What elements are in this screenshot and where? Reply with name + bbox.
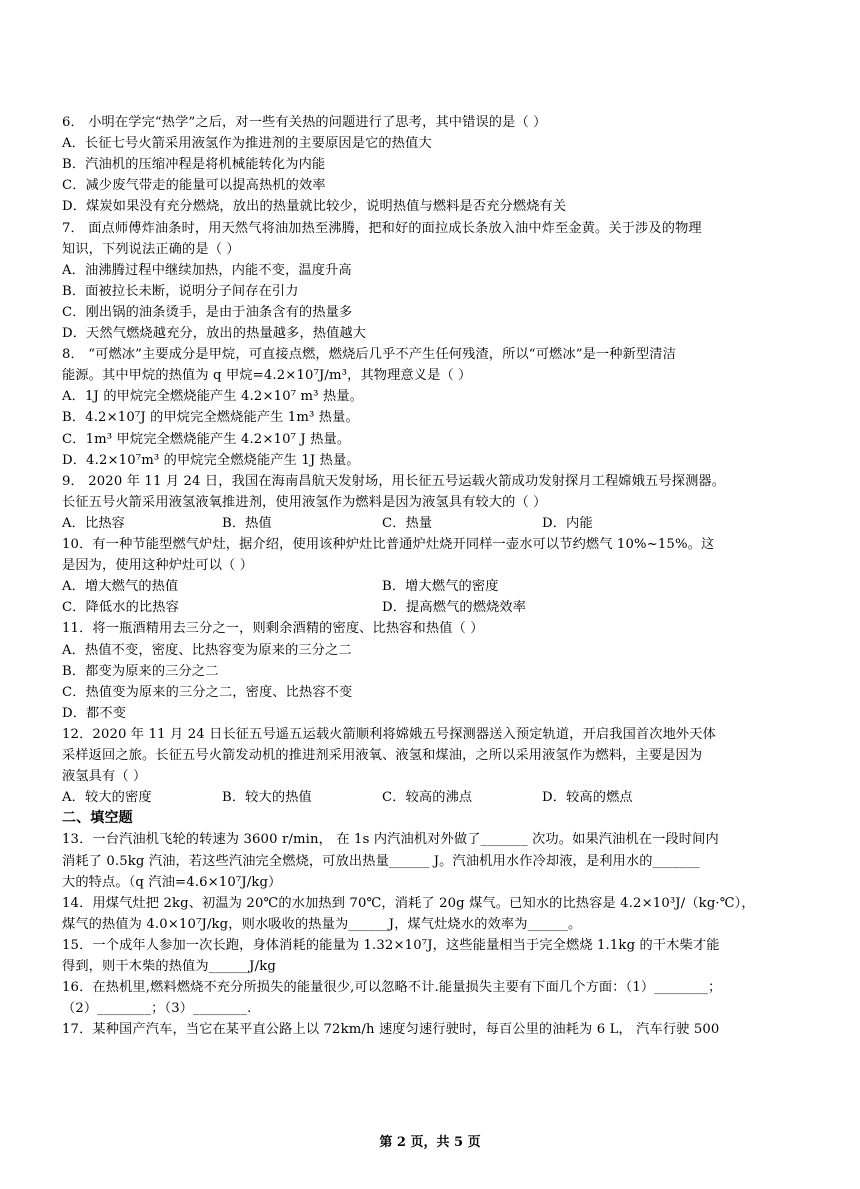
question-line: 6． 小明在学完“热学”之后，对一些有关热的问题进行了思考，其中错误的是（ ）: [62, 115, 547, 130]
question-line: 12．2020 年 11 月 24 日长征五号遥五运载火箭顺利将嫦娥五号探测器送入预定轨道，开启我国首次地外天体: [62, 726, 716, 742]
question-line: C．1m³ 甲烷完全燃烧能产生 4.2×10⁷ J 热量。: [62, 431, 351, 447]
question-line: 7． 面点师傅炸油条时，用天然气将油加热至沸腾，把和好的面拉成长条放入油中炸至金黄。关于涉及的物理: [62, 220, 702, 236]
answer-option: D．提高燃气的燃烧效率: [382, 600, 527, 616]
question-line: 能源。其中甲烷的热值为 q 甲烷=4.2×10⁷J/m³，其物理意义是（ ）: [62, 368, 472, 384]
question-line: D．都不变: [62, 705, 127, 721]
question-line: 是因为，使用这种炉灶可以（ ）: [62, 558, 254, 574]
question-line: B．面被拉长未断，说明分子间存在引力: [62, 283, 299, 299]
answer-option: C．热量: [382, 515, 433, 531]
question-line: D．煤炭如果没有充分燃烧，放出的热量就比较少，说明热值与燃料是否充分燃烧有关: [62, 199, 567, 215]
page-footer: 第 2 页，共 5 页: [379, 1135, 481, 1150]
question-line: 14．用煤气灶把 2kg、初温为 20℃的水加热到 70℃，消耗了 20g 煤气。已知水的比热容是 4.2×10³J/（kg·℃），: [62, 895, 755, 911]
question-line: A．长征七号火箭采用液氢作为推进剂的主要原因是它的热值大: [62, 136, 432, 152]
answer-option: B．较大的热值: [222, 790, 312, 806]
question-line: 10．有一种节能型燃气炉灶，据介绍，使用该种炉灶比普通炉灶烧开同样一壶水可以节约燃气 10%~15%。这: [62, 537, 715, 552]
answer-option: A．较大的密度: [62, 790, 152, 806]
question-line: 11．将一瓶酒精用去三分之一，则剩余酒精的密度、比热容和热值（ ）: [62, 621, 484, 637]
section-heading: 二、填空题: [62, 810, 133, 827]
question-line: B．汽油机的压缩冲程是将机械能转化为内能: [62, 157, 326, 173]
question-line: B．4.2×10⁷J 的甲烷完全燃烧能产生 1m³ 热量。: [62, 410, 359, 426]
answer-option: A．增大燃气的热值: [62, 579, 179, 595]
answer-option: D．较高的燃点: [542, 790, 633, 806]
question-line: 16．在热机里,燃料燃烧不充分所损失的能量很少,可以忽略不计.能量损失主要有下面几个方面：（1）________；: [62, 980, 722, 996]
question-line: A．热值不变，密度、比热容变为原来的三分之二: [62, 642, 352, 658]
question-line: 消耗了 0.5kg 汽油，若这些汽油完全燃烧，可放出热量______ J。汽油机用水作冷却液，是利用水的_______: [62, 853, 700, 869]
question-line: 知识，下列说法正确的是（ ）: [62, 241, 240, 257]
answer-option: C．较高的沸点: [382, 790, 473, 806]
question-line: 8． “可燃冰”主要成分是甲烷，可直接点燃，燃烧后几乎不产生任何残渣，所以“可燃冰”是一种新型清洁: [62, 347, 676, 363]
question-line: A．1J 的甲烷完全燃烧能产生 4.2×10⁷ m³ 热量。: [62, 389, 363, 405]
question-line: 得到，则干木柴的热值为______J/kg: [62, 959, 276, 974]
question-line: 长征五号火箭采用液氢液氧推进剂，使用液氢作为燃料是因为液氢具有较大的（ ）: [62, 494, 547, 510]
question-line: A．油沸腾过程中继续加热，内能不变，温度升高: [62, 262, 352, 278]
question-line: C．减少废气带走的能量可以提高热机的效率: [62, 178, 326, 194]
answer-option: D．内能: [542, 515, 593, 531]
question-line: C．热值变为原来的三分之二，密度、比热容不变: [62, 684, 353, 700]
question-line: C．刚出锅的油条烫手，是由于油条含有的热量多: [62, 304, 353, 320]
question-line: 大的特点。（q 汽油=4.6×10⁷J/kg）: [62, 874, 282, 890]
question-line: 9． 2020 年 11 月 24 日，我国在海南昌航天发射场，用长征五号运载火箭成功发射探月工程嫦娥五号探测器。: [62, 473, 726, 489]
question-line: 13．一台汽油机飞轮的转速为 3600 r/min， 在 1s 内汽油机对外做了_______ 次功。如果汽油机在一段时间内: [62, 832, 719, 848]
question-line: 17．某种国产汽车，当它在某平直公路上以 72km/h 速度匀速行驶时，每百公里的油耗为 6 L， 汽车行驶 500: [62, 1022, 720, 1038]
question-line: 液氢具有（ ）: [62, 769, 147, 785]
answer-option: A．比热容: [62, 515, 126, 531]
answer-option: C．降低水的比热容: [62, 600, 179, 616]
question-line: D．4.2×10⁷m³ 的甲烷完全燃烧能产生 1J 热量。: [62, 452, 360, 468]
question-line: D．天然气燃烧越充分，放出的热量越多，热值越大: [62, 326, 367, 341]
answer-option: B．热值: [222, 515, 272, 531]
question-line: 15．一个成年人参加一次长跑，身体消耗的能量为 1.32×10⁷J，这些能量相当于完全燃烧 1.1kg 的干木柴才能: [62, 937, 720, 953]
question-line: （2）________；（3）________.: [62, 1001, 252, 1017]
answer-option: B．增大燃气的密度: [382, 579, 499, 595]
question-line: B．都变为原来的三分之二: [62, 663, 219, 679]
question-line: 煤气的热值为 4.0×10⁷J/kg，则水吸收的热量为______J，煤气灶烧水的效率为______。: [62, 916, 582, 932]
question-line: 采样返回之旅。长征五号火箭发动机的推进剂采用液氧、液氢和煤油，之所以采用液氢作为燃料，主要是因为: [62, 748, 703, 763]
